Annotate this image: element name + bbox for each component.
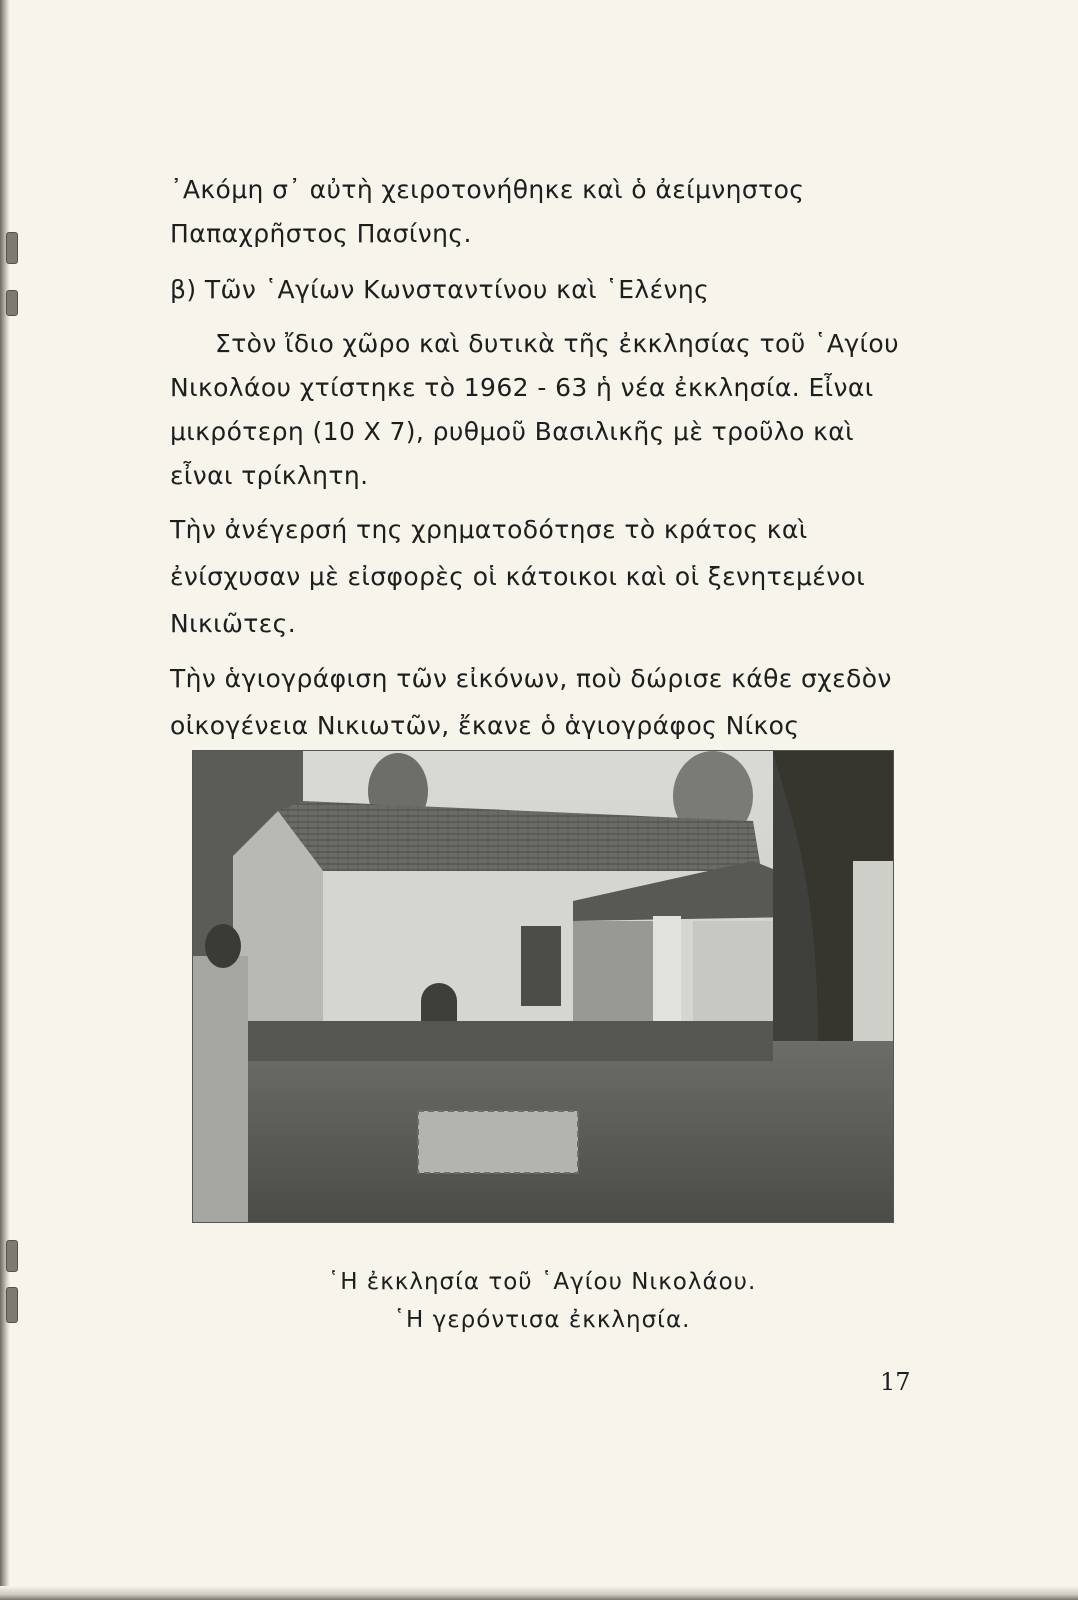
binding-hole-mark bbox=[6, 1240, 18, 1272]
paragraph: Τὴν ἁγιογράφιση τῶν εἰκόνων, ποὺ δώρισε κάθε σχεδὸν οἰκογένεια Νικιωτῶν, ἔκανε ὁ ἁγιογράφος Νίκος bbox=[170, 664, 892, 740]
photo-stone-well bbox=[418, 1111, 578, 1173]
section-heading: β) Τῶν ῾Αγίων Κωνσταντίνου καὶ ῾Ελένης bbox=[170, 275, 710, 304]
photo-person-figure bbox=[193, 956, 248, 1222]
caption-line: ῾Η ἐκκλησία τοῦ ῾Αγίου Νικολάου. bbox=[327, 1269, 757, 1295]
paragraph: ᾿Ακόμη σ᾿ αὐτὴ χειροτονήθηκε καὶ ὁ ἀείμνηστος Παπαχρῆστος Πασίνης. bbox=[170, 175, 805, 248]
page-number: 17 bbox=[880, 1368, 911, 1396]
binding-hole-mark bbox=[6, 232, 18, 264]
body-text-block bbox=[170, 322, 915, 749]
binding-hole-mark bbox=[6, 1287, 18, 1323]
body-text-block bbox=[170, 168, 915, 256]
section-heading-block bbox=[170, 268, 915, 312]
photo-building-right bbox=[853, 861, 893, 1051]
photo-porch-wall bbox=[693, 921, 773, 1021]
photo-church-window bbox=[521, 926, 561, 1006]
photo-shrubs bbox=[193, 1021, 773, 1061]
paragraph: Τὴν ἀνέγερσή της χρηματοδότησε τὸ κράτος καὶ ἐνίσχυσαν μὲ εἰσφορὲς οἱ κάτοικοι καὶ οἱ ξενητεμένοι Νικιῶτες. bbox=[170, 515, 866, 638]
church-photograph bbox=[192, 750, 894, 1223]
paragraph: Στὸν ἴδιο χῶρο καὶ δυτικὰ τῆς ἐκκλησίας τοῦ ῾Αγίου Νικολάου χτίστηκε τὸ 1962 - 63 ἡ νέα ἐκκλησία. Εἶναι μικρότερη (10 X 7), ρυθμοῦ Βασιλικῆς μὲ τροῦλο καὶ εἶναι τρίκλητη. bbox=[170, 329, 899, 490]
binding-hole-mark bbox=[6, 290, 18, 316]
photo-person-head bbox=[205, 924, 241, 968]
caption-line: ῾Η γερόντισα ἐκκλησία. bbox=[393, 1307, 691, 1333]
photo-caption bbox=[192, 1263, 892, 1339]
